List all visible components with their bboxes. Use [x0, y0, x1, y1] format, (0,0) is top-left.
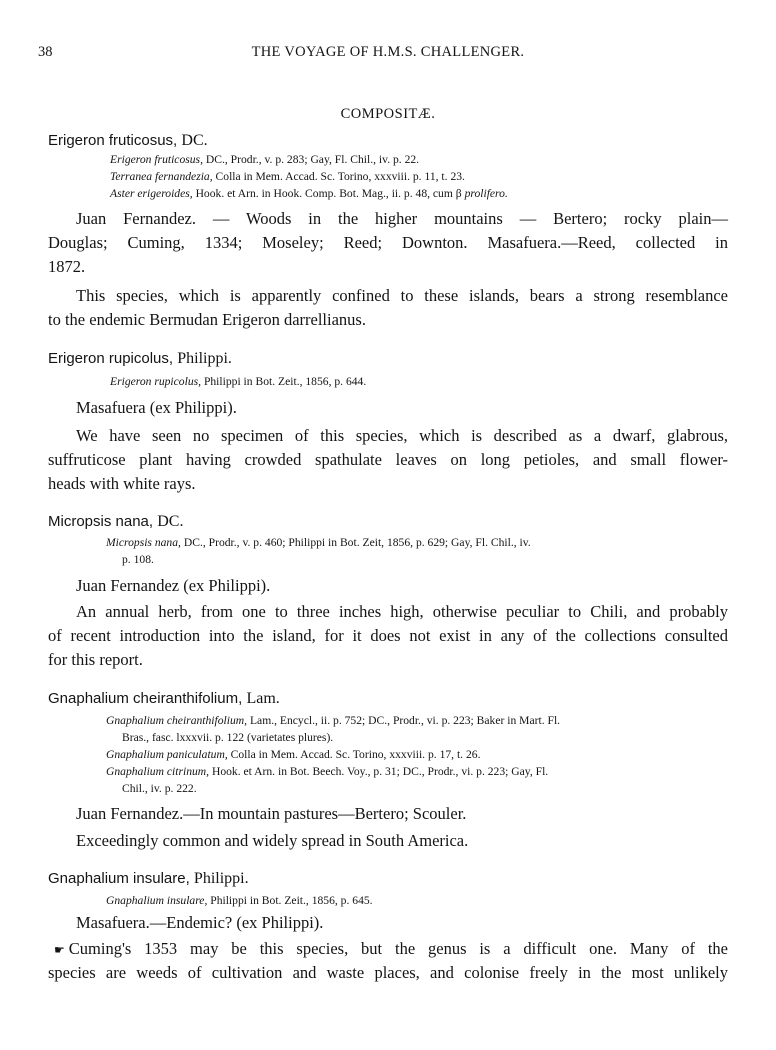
synonym-line [110, 373, 366, 390]
locality-text: Juan Fernandez. — Woods in the higher mountains — Bertero; rocky plain— [76, 209, 728, 228]
note-line: Exceedingly common and widely spread in South America. [76, 831, 469, 850]
synonym-line [106, 534, 531, 551]
synonym-name: Erigeron fruticosus, [110, 153, 203, 166]
synonym-line [110, 168, 465, 185]
note-line [76, 424, 728, 448]
locality-line: Masafuera (ex Philippi). [76, 398, 237, 417]
species-author: Philippi. [177, 350, 232, 367]
locality-line [76, 207, 728, 231]
synonym-name: Terranea fernandezia, [110, 170, 213, 183]
synonym-continuation: Chil., iv. p. 222. [122, 782, 197, 795]
synonym-ref: DC., Prodr., v. p. 283; Gay, Fl. Chil., iv. p. 22. [205, 153, 420, 166]
synonym-name: Gnaphalium citrinum, [106, 765, 210, 778]
synonym-line [106, 892, 373, 909]
note-text: This species, which is apparently confined to these islands, bears a strong resemblance [76, 286, 728, 305]
synonym-ref: Colla in Mem. Accad. Sc. Torino, xxxviii. p. 17, t. 26. [230, 748, 481, 761]
synonym-ref: Philippi in Bot. Zeit., 1856, p. 644. [203, 375, 367, 388]
synonym-name: Aster erigeroides, [110, 187, 193, 200]
locality-line: Masafuera.—Endemic? (ex Philippi). [76, 913, 324, 932]
species-name: Erigeron fruticosus, [48, 132, 178, 149]
species-name: Erigeron rupicolus, [48, 350, 174, 367]
note-line [76, 284, 728, 308]
note-line: for this report. [48, 650, 143, 669]
note-text: of recent introduction into the island, for it does not exist in any of the collections consulted [48, 626, 728, 645]
synonym-line [110, 151, 419, 168]
synonym-name: Erigeron rupicolus, [110, 375, 202, 388]
note-text: species are weeds of cultivation and waste places, and colonise freely in the most unlikely [48, 963, 728, 982]
synonym-name: Gnaphalium insulare, [106, 894, 208, 907]
synonym-name: Micropsis nana, [106, 536, 181, 549]
species-author: Lam. [246, 690, 280, 707]
species-author: DC. [181, 132, 208, 149]
synonym-line [110, 185, 508, 202]
note-line [54, 937, 728, 962]
synonym-name: Gnaphalium cheiranthifolium, [106, 714, 248, 727]
species-heading [48, 870, 249, 888]
note-text: We have seen no specimen of this species, which is described as a dwarf, glabrous, [76, 426, 728, 445]
synonym-ref: Hook. et Arn. in Hook. Comp. Bot. Mag., ii. p. 48, cum β [195, 187, 462, 200]
synonym-line [106, 746, 480, 763]
synonym-ref: Lam., Encycl., ii. p. 752; DC., Prodr., vi. p. 223; Baker in Mart. Fl. [249, 714, 561, 727]
locality-line: Juan Fernandez (ex Philippi). [76, 576, 271, 595]
synonym-ref: Philippi in Bot. Zeit., 1856, p. 645. [210, 894, 373, 907]
synonym-line [106, 763, 548, 780]
synonym-ref: Colla in Mem. Accad. Sc. Torino, xxxviii. p. 11, t. 23. [215, 170, 465, 183]
pointing-hand-icon: ☛ [54, 943, 65, 957]
locality-line: Juan Fernandez.—In mountain pastures—Bertero; Scouler. [76, 804, 467, 823]
note-line [48, 448, 728, 472]
species-name: Gnaphalium insulare, [48, 870, 190, 887]
note-text: An annual herb, from one to three inches high, otherwise peculiar to Chili, and probably [76, 602, 728, 621]
synonym-ref-italic: prolifero. [464, 187, 508, 200]
synonym-line [106, 712, 560, 729]
note-line [48, 961, 728, 985]
running-head: THE VOYAGE OF H.M.S. CHALLENGER. [251, 44, 525, 60]
note-text: ☛ Cuming's 1353 may be this species, but the genus is a difficult one. Many of the [54, 939, 728, 958]
synonym-name: Gnaphalium paniculatum, [106, 748, 228, 761]
locality-text: Douglas; Cuming, 1334; Moseley; Reed; Downton. Masafuera.—Reed, collected in [48, 233, 728, 252]
note-line: to the endemic Bermudan Erigeron darrellianus. [48, 310, 366, 329]
synonym-ref: Hook. et Arn. in Bot. Beech. Voy., p. 31; DC., Prodr., vi. p. 223; Gay, Fl. [211, 765, 549, 778]
page-header [38, 44, 738, 64]
species-author: Philippi. [193, 870, 249, 887]
species-author: DC. [157, 513, 184, 530]
species-name: Micropsis nana, [48, 513, 154, 530]
locality-line: 1872. [48, 257, 86, 276]
note-line [76, 600, 728, 624]
synonym-ref: DC., Prodr., v. p. 460; Philippi in Bot. Zeit, 1856, p. 629; Gay, Fl. Chil., iv. [183, 536, 531, 549]
synonym-continuation: Bras., fasc. lxxxvii. p. 122 (varietates plures). [122, 731, 334, 744]
note-line [48, 624, 728, 648]
page-number: 38 [38, 44, 53, 60]
note-line: heads with white rays. [48, 474, 196, 493]
section-title: COMPOSITÆ. [340, 106, 436, 122]
locality-line [48, 231, 728, 255]
species-heading [48, 513, 183, 531]
synonym-continuation: p. 108. [122, 553, 154, 566]
note-text: suffruticose plant having crowded spathulate leaves on long petioles, and small flower- [48, 450, 728, 469]
species-heading [48, 690, 280, 708]
species-heading [48, 132, 208, 150]
species-name: Gnaphalium cheiranthifolium, [48, 690, 243, 707]
species-heading [48, 350, 232, 368]
